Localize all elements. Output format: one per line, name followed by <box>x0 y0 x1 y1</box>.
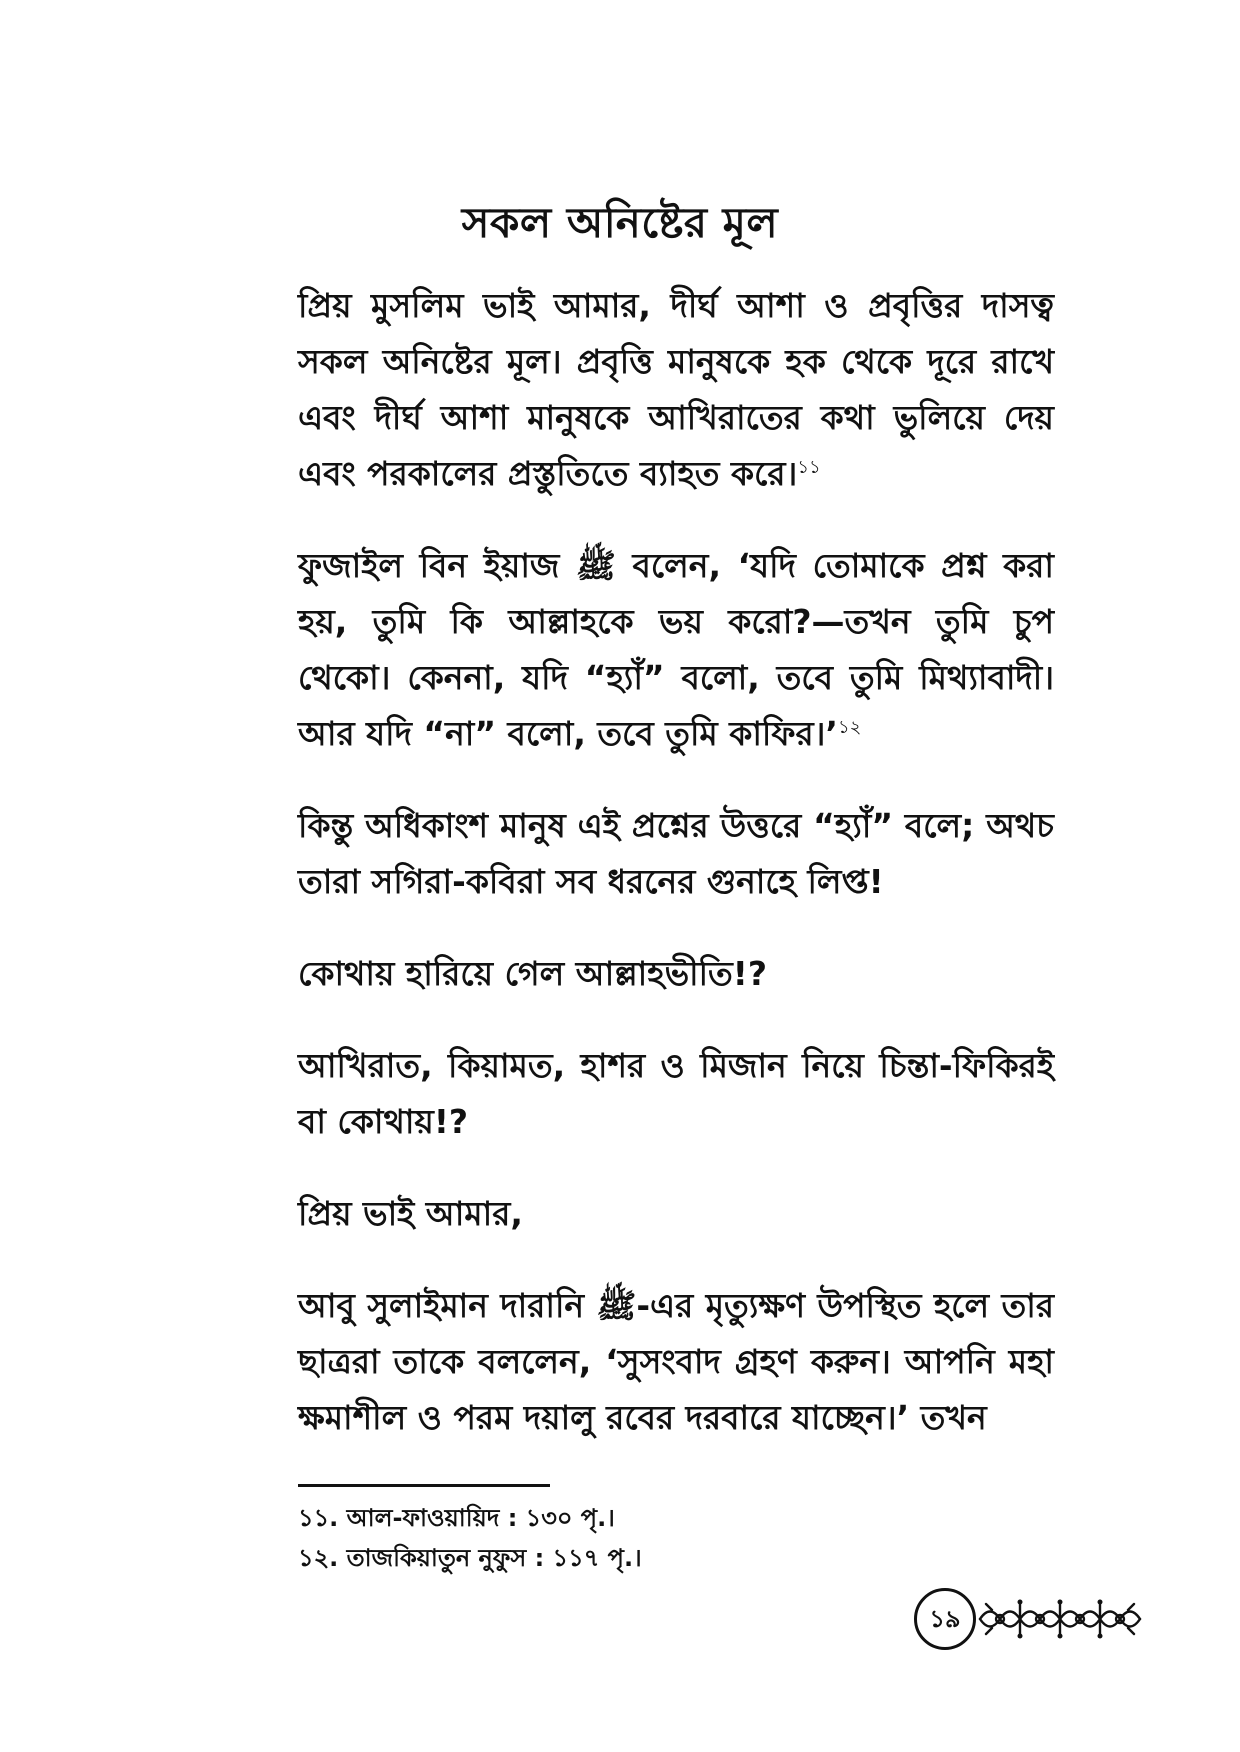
ornament-icon <box>976 1596 1146 1642</box>
footnote-ref-11: ১১ <box>797 457 821 478</box>
paragraph-7: আবু সুলাইমান দারানি ﷺ-এর মৃত্যুক্ষণ উপস্থিত হলে তার ছাত্ররা তাকে বললেন, ‘সুসংবাদ গ্রহণ করুন। আপনি মহা ক্ষমাশীল ও পরম দয়ালু রবের দরবারে যাচ্ছেন।’ তখন <box>298 1286 1054 1437</box>
paragraph-1 <box>298 278 1054 502</box>
footnote-divider <box>298 1484 550 1487</box>
chapter-title: সকল অনিষ্টের মূল <box>461 198 779 247</box>
paragraph-2-text: ফুজাইল বিন ইয়াজ ﷺ বলেন, ‘যদি তোমাকে প্রশ্ন করা হয়, তুমি কি আল্লাহকে ভয় করো?—তখন তুমি চুপ থেকো। কেননা, যদি “হ্যাঁ” বলো, তবে তুমি মিথ্যাবাদী। আর যদি “না” বলো, তবে তুমি কাফির।’ <box>298 546 1054 753</box>
paragraph-6: প্রিয় ভাই আমার, <box>298 1194 523 1233</box>
footnote-12: ১২. তাজকিয়াতুন নুফুস : ১১৭ পৃ.। <box>298 1544 642 1572</box>
paragraph-5: আখিরাত, কিয়ামত, হাশর ও মিজান নিয়ে চিন্তা-ফিকিরই বা কোথায়!? <box>298 1046 1054 1141</box>
footnote-11: ১১. আল-ফাওয়ায়িদ : ১৩০ পৃ.। <box>298 1504 615 1532</box>
footnotes <box>298 1498 998 1578</box>
paragraph-3: কিন্তু অধিকাংশ মানুষ এই প্রশ্নের উত্তরে “হ্যাঁ” বলে; অথচ তারা সগিরা-কবিরা সব ধরনের গুনাহে লিপ্ত! <box>298 806 1054 901</box>
paragraph-4: কোথায় হারিয়ে গেল আল্লাহভীতি!? <box>298 954 767 993</box>
page-footer <box>914 1588 1154 1652</box>
paragraph-2 <box>298 538 1054 762</box>
page-number: ১৯ <box>914 1588 976 1650</box>
footnote-ref-12: ১২ <box>837 717 862 738</box>
paragraph-1-text: প্রিয় মুসলিম ভাই আমার, দীর্ঘ আশা ও প্রবৃত্তির দাসত্ব সকল অনিষ্টের মূল। প্রবৃত্তি মানুষকে হক থেকে দূরে রাখে এবং দীর্ঘ আশা মানুষকে আখিরাতের কথা ভুলিয়ে দেয় এবং পরকালের প্রস্তুতিতে ব্যাহত করে। <box>298 286 1054 493</box>
body-text <box>298 278 1054 1446</box>
